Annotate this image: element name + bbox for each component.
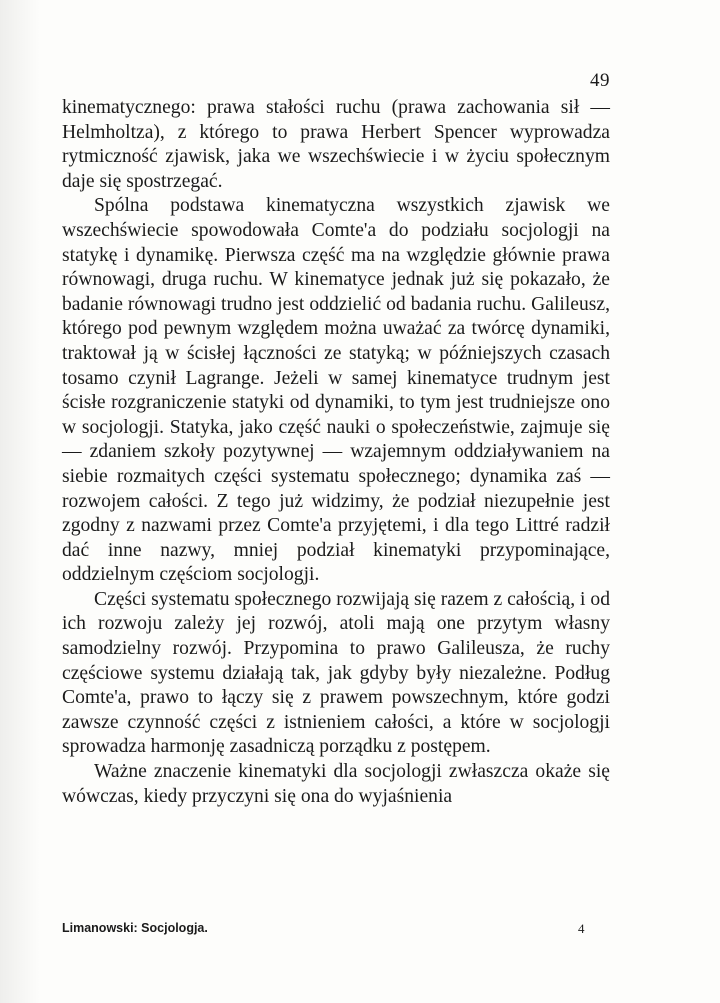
paragraph-2: Spólna podstawa kinematyczna wszystkich zjawisk we wszechświecie spowodowała Comte'a do podziału socjologji na statykę i dynamikę. Pierwsza część ma na względzie głównie prawa równowagi, druga ruchu. W kinematyce jednak już się pokazało, że badanie równowagi trudno jest oddzielić od badania ruchu. Galileusz, którego pod pewnym względem można uważać za twórcę dynamiki, traktował ją w ścisłej łączności ze statyką; w późniejszych czasach tosamo czynił Lagrange. Jeżeli w samej kinematyce trudnym jest ścisłe rozgraniczenie statyki od dynamiki, to tym jest trudniejsze ono w socjologji. Statyka, jako część nauki o społeczeństwie, zajmuje się — zdaniem szkoły pozytywnej — wzajemnym oddziaływaniem na siebie rozmaitych części systematu społecznego; dynamika zaś — rozwojem całości. Z tego już widzimy, że podział niezupełnie jest zgodny z nazwami przez Comte'a przyjętemi, i dla tego Littré radził dać inne nazwy, mniej podział kinematyki przypominające, oddzielnym częściom socjologji. [62, 195, 610, 586]
body-text [62, 96, 610, 809]
paragraph-4: Ważne znaczenie kinematyki dla socjologji zwłaszcza okaże się wówczas, kiedy przyczyni się ona do wyjaśnienia [62, 761, 610, 807]
page-number: 49 [590, 70, 610, 91]
paragraph-1: kinematycznego: prawa stałości ruchu (prawa zachowania sił — Helmholtza), z którego to prawa Herbert Spencer wyprowadza rytmiczność zjawisk, jaka we wszechświecie i w życiu społecznym daje się spostrzegać. [62, 97, 610, 192]
footer-signature: Limanowski: Socjologja. [62, 921, 208, 935]
paragraph-3: Części systematu społecznego rozwijają się razem z całością, i od ich rozwoju zależy jej rozwój, atoli mają one przytym własny samodzielny rozwój. Przypomina to prawo Galileusza, że ruchy częściowe systemu działają tak, jak gdyby były niezależne. Podług Comte'a, prawo to łączy się z prawem powszechnym, które godzi zawsze czynność części z istnieniem całości, a które w socjologji sprowadza harmonję zasadniczą porządku z postępem. [62, 588, 610, 758]
footer-sheet-mark: 4 [578, 921, 585, 936]
